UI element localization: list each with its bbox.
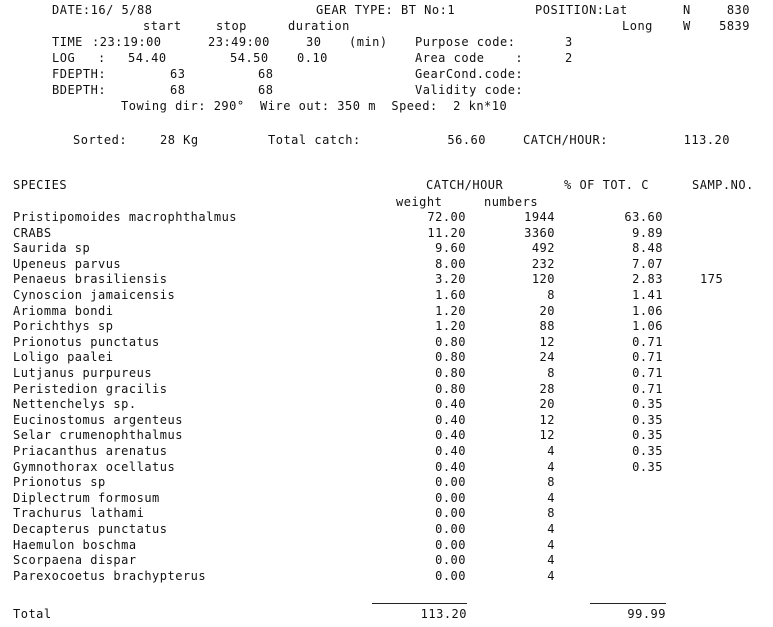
gearcond-code-label: GearCond.code:	[415, 67, 524, 81]
total-catch-value: 56.60	[447, 133, 486, 147]
long-hemisphere: W	[683, 19, 691, 33]
catch-numbers: 8	[547, 366, 555, 380]
catch-weight: 72.00	[427, 210, 466, 224]
towing-line: Towing dir: 290° Wire out: 350 m Speed: 2 kn*10	[121, 99, 508, 113]
species-name: Diplectrum formosum	[13, 491, 160, 505]
bdepth-start: 68	[170, 83, 186, 97]
catch-numbers: 20	[539, 304, 555, 318]
catch-hour-header: CATCH/HOUR	[426, 178, 504, 192]
species-name: Nettenchelys sp.	[13, 397, 137, 411]
catch-weight: 0.80	[435, 382, 466, 396]
pct-total-header: % OF TOT. C	[564, 178, 649, 192]
bdepth-stop: 68	[258, 83, 274, 97]
catch-numbers: 88	[539, 319, 555, 333]
catch-weight: 9.60	[435, 241, 466, 255]
species-name: Upeneus parvus	[13, 257, 122, 271]
species-header: SPECIES	[13, 178, 68, 192]
catch-hour-value: 113.20	[683, 133, 730, 147]
percent-total: 1.06	[632, 304, 663, 318]
species-name: Pristipomoides macrophthalmus	[13, 210, 238, 224]
gear-type-label: GEAR TYPE: BT No:1	[316, 3, 456, 17]
catch-weight: 0.40	[435, 397, 466, 411]
percent-total: 0.35	[632, 397, 663, 411]
percent-total: 63.60	[624, 210, 663, 224]
lat-hemisphere: N	[683, 3, 691, 17]
catch-weight: 3.20	[435, 272, 466, 286]
sample-number-header: SAMP.NO.	[692, 178, 754, 192]
col-stop-header: stop	[216, 19, 247, 33]
species-name: Ariomma bondi	[13, 304, 114, 318]
time-stop: 23:49:00	[208, 35, 270, 49]
catch-numbers: 12	[539, 428, 555, 442]
percent-total: 1.41	[632, 288, 663, 302]
catch-numbers: 4	[547, 522, 555, 536]
catch-numbers: 4	[547, 553, 555, 567]
percent-total: 0.71	[632, 350, 663, 364]
catch-numbers: 8	[547, 288, 555, 302]
purpose-code-label: Purpose code:	[415, 35, 516, 49]
catch-weight: 0.40	[435, 460, 466, 474]
catch-numbers: 20	[539, 397, 555, 411]
fdepth-start: 63	[170, 67, 186, 81]
long-value: 5839	[719, 19, 750, 33]
species-name: Gymnothorax ocellatus	[13, 460, 176, 474]
species-name: Parexocoetus brachypterus	[13, 569, 207, 583]
date-label: DATE:16/ 5/88	[52, 3, 153, 17]
percent-total: 7.07	[632, 257, 663, 271]
total-pct: 99.99	[627, 607, 666, 621]
catch-numbers: 8	[547, 475, 555, 489]
species-name: Trachurus lathami	[13, 506, 145, 520]
species-name: CRABS	[13, 226, 52, 240]
catch-numbers: 1944	[524, 210, 555, 224]
purpose-code-value: 3	[565, 35, 573, 49]
catch-numbers: 12	[539, 335, 555, 349]
species-name: Loligo paalei	[13, 350, 114, 364]
species-name: Scorpaena dispar	[13, 553, 137, 567]
sample-number: 175	[700, 272, 724, 286]
catch-weight: 1.20	[435, 319, 466, 333]
species-name: Saurida sp	[13, 241, 91, 255]
catch-weight: 0.40	[435, 428, 466, 442]
sorted-label: Sorted:	[73, 133, 128, 147]
catch-weight: 0.00	[435, 506, 466, 520]
catch-weight: 8.00	[435, 257, 466, 271]
percent-total: 0.35	[632, 413, 663, 427]
species-name: Peristedion gracilis	[13, 382, 168, 396]
percent-total: 1.06	[632, 319, 663, 333]
long-label: Long	[622, 19, 653, 33]
log-label: LOG	[52, 51, 76, 65]
catch-weight: 0.40	[435, 413, 466, 427]
percent-total: 0.35	[632, 428, 663, 442]
log-duration: 0.10	[297, 51, 328, 65]
catch-weight: 0.80	[435, 350, 466, 364]
catch-weight: 0.00	[435, 553, 466, 567]
position-label: POSITION:Lat	[535, 3, 628, 17]
total-weight: 113.20	[420, 607, 467, 621]
species-name: Decapterus punctatus	[13, 522, 168, 536]
species-name: Priacanthus arenatus	[13, 444, 168, 458]
catch-numbers: 4	[547, 569, 555, 583]
catch-numbers: 4	[547, 444, 555, 458]
species-name: Penaeus brasiliensis	[13, 272, 168, 286]
catch-numbers: 232	[531, 257, 555, 271]
catch-weight: 0.00	[435, 569, 466, 583]
time-label: TIME	[52, 35, 83, 49]
percent-total: 9.89	[632, 226, 663, 240]
total-label: Total	[13, 607, 52, 621]
log-start: 54.40	[128, 51, 167, 65]
species-name: Lutjanus purpureus	[13, 366, 153, 380]
catch-numbers: 28	[539, 382, 555, 396]
catch-numbers: 3360	[524, 226, 555, 240]
catch-weight: 0.00	[435, 491, 466, 505]
col-duration-header: duration	[288, 19, 350, 33]
fdepth-label: FDEPTH:	[52, 67, 107, 81]
catch-numbers: 24	[539, 350, 555, 364]
pct-total-rule	[590, 603, 666, 604]
percent-total: 0.71	[632, 335, 663, 349]
log-separator: :	[98, 51, 106, 65]
weight-header: weight	[396, 195, 443, 209]
species-name: Porichthys sp	[13, 319, 114, 333]
catch-weight: 0.80	[435, 366, 466, 380]
catch-numbers: 492	[531, 241, 555, 255]
catch-weight: 1.60	[435, 288, 466, 302]
total-catch-label: Total catch:	[268, 133, 361, 147]
percent-total: 0.35	[632, 460, 663, 474]
col-start-header: start	[143, 19, 182, 33]
species-name: Prionotus punctatus	[13, 335, 160, 349]
catch-numbers: 4	[547, 538, 555, 552]
catch-weight: 1.20	[435, 304, 466, 318]
percent-total: 0.71	[632, 366, 663, 380]
numbers-header: numbers	[484, 195, 539, 209]
area-code-value: 2	[565, 51, 573, 65]
species-name: Cynoscion jamaicensis	[13, 288, 176, 302]
lat-value: 830	[726, 3, 750, 17]
weight-total-rule	[372, 603, 467, 604]
catch-numbers: 120	[531, 272, 555, 286]
species-name: Haemulon boschma	[13, 538, 137, 552]
catch-weight: 0.00	[435, 475, 466, 489]
percent-total: 0.35	[632, 444, 663, 458]
catch-numbers: 4	[547, 491, 555, 505]
catch-numbers: 8	[547, 506, 555, 520]
time-duration: 30	[306, 35, 322, 49]
percent-total: 2.83	[632, 272, 663, 286]
time-start: :23:19:00	[92, 35, 162, 49]
log-stop: 54.50	[230, 51, 269, 65]
catch-hour-label: CATCH/HOUR:	[523, 133, 608, 147]
catch-weight: 0.00	[435, 522, 466, 536]
sorted-value: 28 Kg	[160, 133, 199, 147]
catch-weight: 11.20	[427, 226, 466, 240]
catch-numbers: 12	[539, 413, 555, 427]
area-code-label: Area code :	[415, 51, 524, 65]
species-name: Eucinostomus argenteus	[13, 413, 183, 427]
validity-code-label: Validity code:	[415, 83, 524, 97]
percent-total: 8.48	[632, 241, 663, 255]
species-name: Selar crumenophthalmus	[13, 428, 183, 442]
species-name: Prionotus sp	[13, 475, 106, 489]
fdepth-stop: 68	[258, 67, 274, 81]
time-unit: (min)	[349, 35, 388, 49]
bdepth-label: BDEPTH:	[52, 83, 107, 97]
catch-weight: 0.40	[435, 444, 466, 458]
catch-weight: 0.00	[435, 538, 466, 552]
catch-weight: 0.80	[435, 335, 466, 349]
catch-numbers: 4	[547, 460, 555, 474]
percent-total: 0.71	[632, 382, 663, 396]
